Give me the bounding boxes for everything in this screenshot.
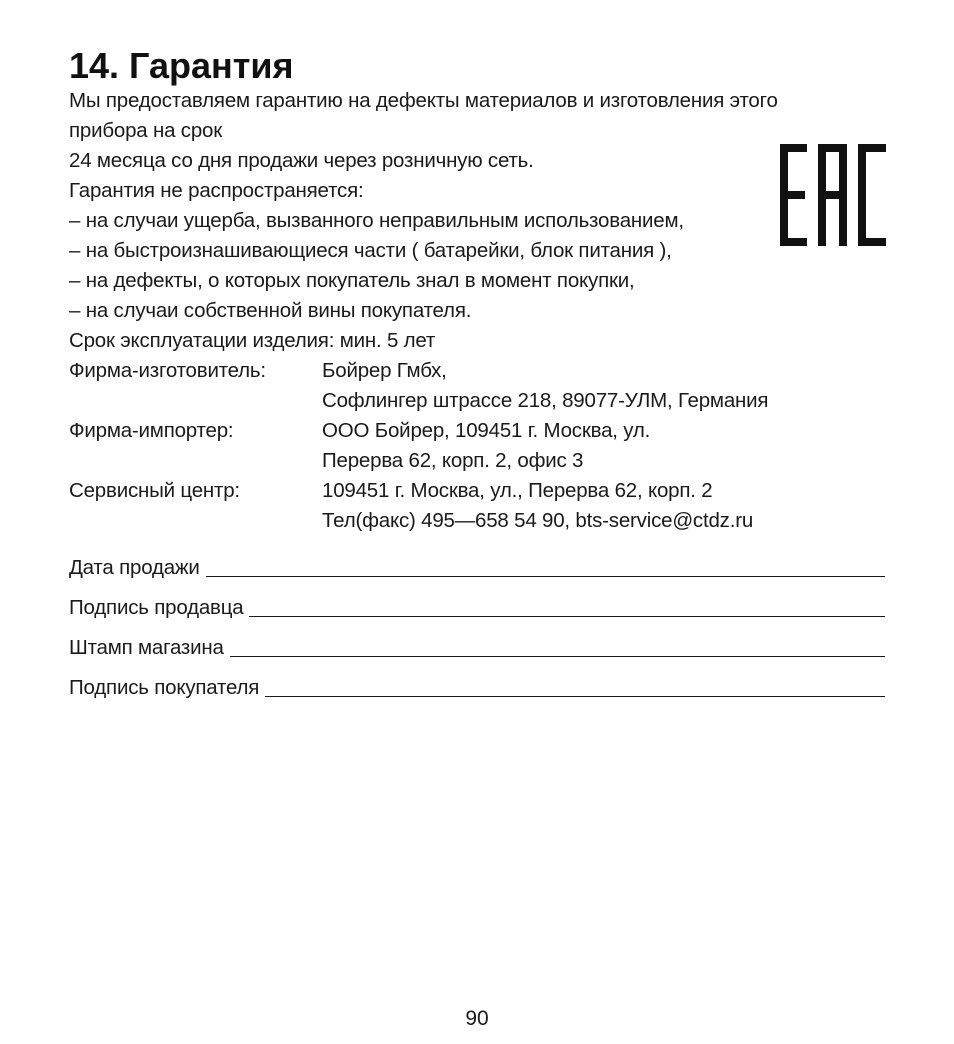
exclusion-item: – на случаи собственной вины покупателя. (69, 299, 472, 322)
exclusions-heading: Гарантия не распространяется: (69, 179, 364, 202)
info-label: Фирма-изготовитель: (69, 359, 266, 382)
sign-label: Подпись покупателя (69, 676, 260, 699)
info-value: Бойрер Гмбх, (322, 359, 447, 382)
warranty-text (69, 86, 869, 536)
exclusion-item: – на быстроизнашивающиеся части ( батарейки, блок питания ), (69, 239, 672, 262)
info-label (69, 506, 322, 536)
info-row-importer (69, 416, 869, 446)
info-label (69, 446, 322, 476)
signature-fields (69, 540, 885, 700)
sign-row-sale-date (69, 540, 885, 580)
info-row-service-center (69, 476, 869, 506)
info-value: ООО Бойрер, 109451 г. Москва, ул. (322, 419, 651, 442)
sign-label: Штамп магазина (69, 636, 224, 659)
warranty-term: 24 месяца со дня продажи через розничную сеть. (69, 149, 534, 172)
intro-line: Мы предоставляем гарантию на дефекты материалов и изготовления этого (69, 89, 778, 112)
seller-signature-line (249, 616, 885, 617)
sign-row-store-stamp (69, 620, 885, 660)
info-value: 109451 г. Москва, ул., Перерва 62, корп. 2 (322, 479, 713, 502)
info-label: Сервисный центр: (69, 479, 240, 502)
info-row-service-contact (69, 506, 869, 536)
info-value: Перерва 62, корп. 2, офис 3 (322, 449, 584, 472)
sign-row-buyer-signature (69, 660, 885, 700)
sign-row-seller-signature (69, 580, 885, 620)
page-title: 14. Гарантия (69, 45, 294, 86)
exclusion-item: – на случаи ущерба, вызванного неправильным использованием, (69, 209, 684, 232)
page-number: 90 (465, 1007, 489, 1030)
info-row-manufacturer-address (69, 386, 869, 416)
service-life: Срок эксплуатации изделия: мин. 5 лет (69, 329, 436, 352)
sign-label: Дата продажи (69, 556, 200, 579)
info-row-importer-address (69, 446, 869, 476)
info-label (69, 386, 322, 416)
info-label: Фирма-импортер: (69, 419, 234, 442)
buyer-signature-line (265, 696, 885, 697)
info-row-manufacturer (69, 356, 869, 386)
sale-date-line (206, 576, 885, 577)
sign-label: Подпись продавца (69, 596, 244, 619)
eac-mark-icon (780, 144, 886, 246)
info-value: Софлингер штрассе 218, 89077-УЛМ, Германия (322, 389, 769, 412)
intro-line: прибора на срок (69, 119, 223, 142)
store-stamp-line (230, 656, 885, 657)
info-value: Тел(факс) 495—658 54 90, bts-service@ctdz.ru (322, 509, 754, 532)
exclusion-item: – на дефекты, о которых покупатель знал в момент покупки, (69, 269, 635, 292)
